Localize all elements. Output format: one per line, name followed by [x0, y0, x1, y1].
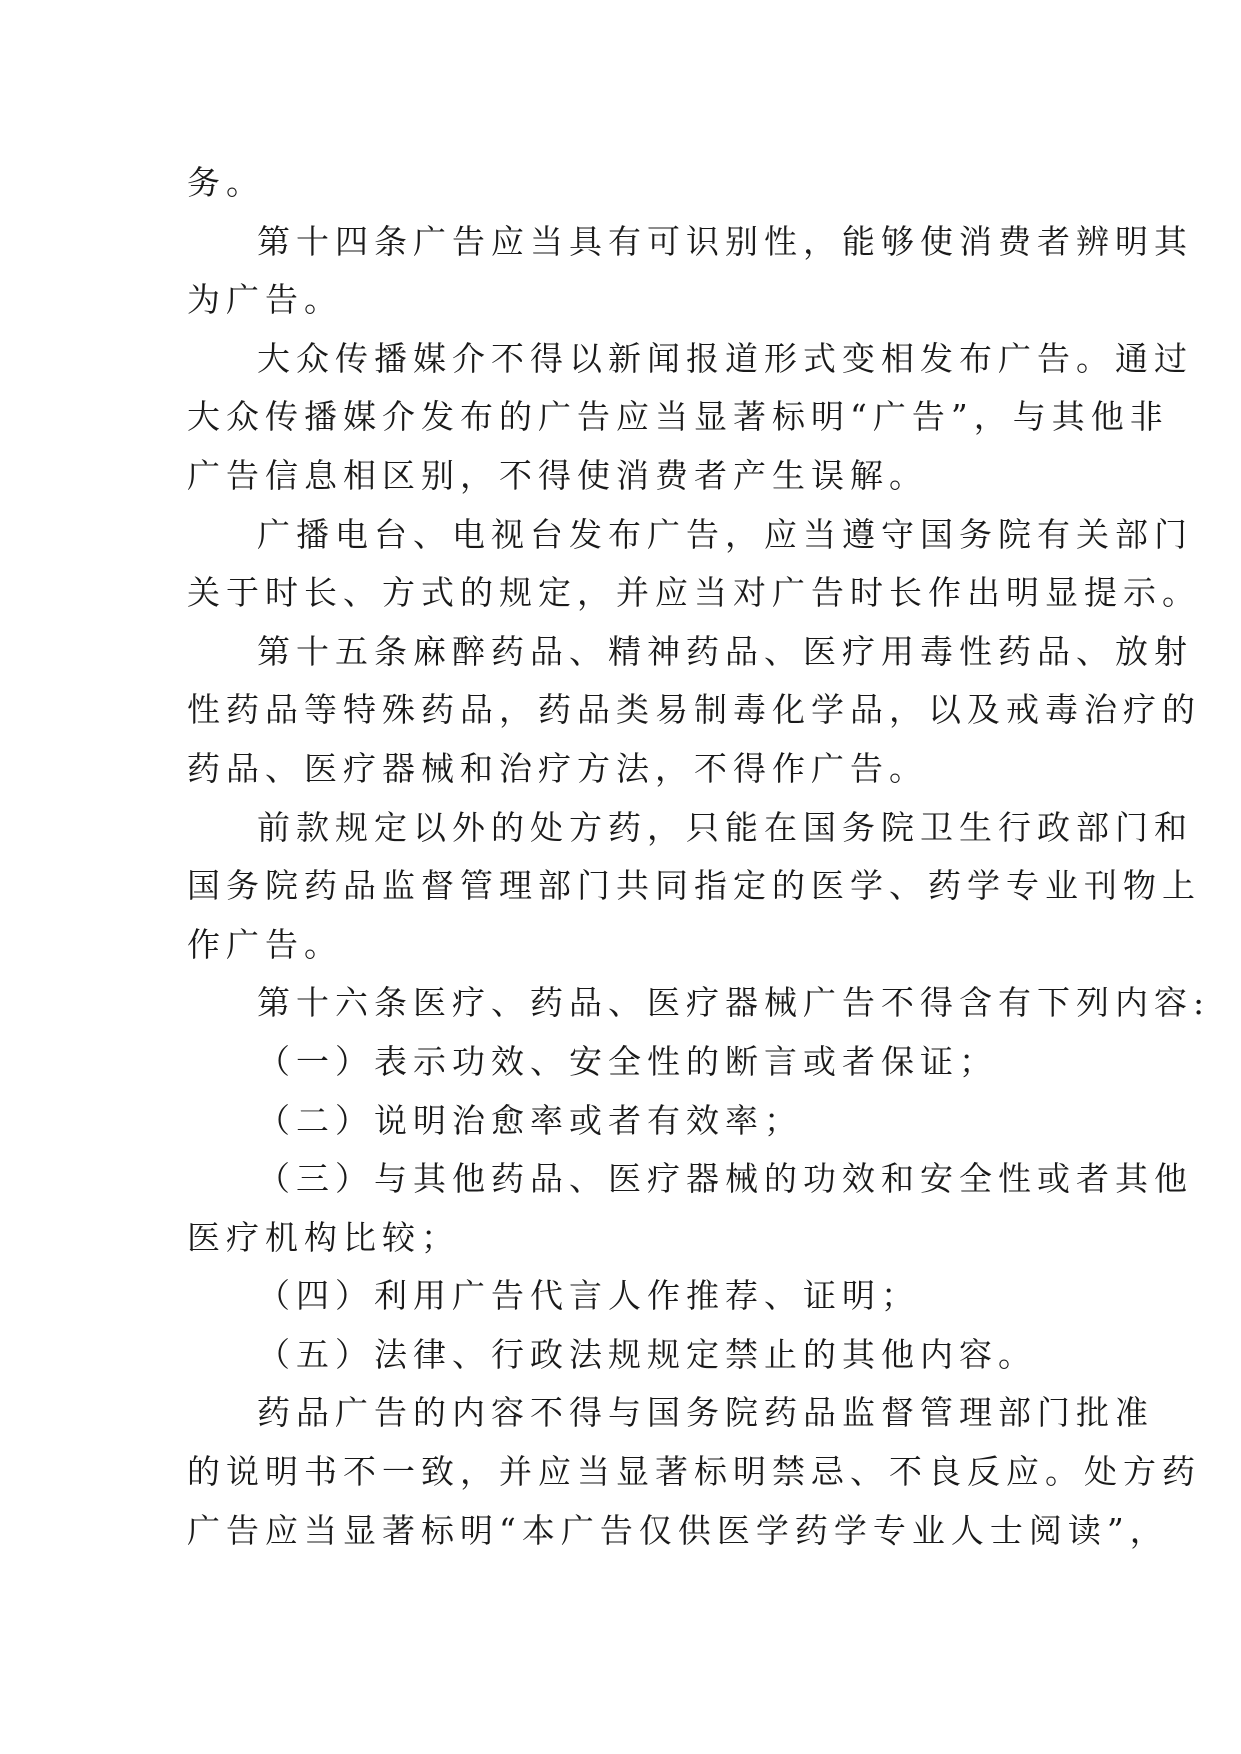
text-line: 务。: [187, 163, 265, 202]
text-line: （五）法律、行政法规规定禁止的其他内容。: [257, 1334, 1037, 1374]
text-line: 第十六条医疗、药品、医疗器械广告不得含有下列内容:: [257, 983, 1211, 1023]
text-line: 广播电台、电视台发布广告，应当遵守国务院有关部门: [257, 514, 1193, 554]
text-line: 性药品等特殊药品，药品类易制毒化学品，以及戒毒治疗的: [187, 690, 1201, 730]
text-line: （三）与其他药品、医疗器械的功效和安全性或者其他: [257, 1159, 1193, 1199]
text-line: 前款规定以外的处方药，只能在国务院卫生行政部门和: [257, 807, 1193, 847]
text-line: 药品广告的内容不得与国务院药品监督管理部门批准: [257, 1393, 1154, 1433]
text-line: 的说明书不一致，并应当显著标明禁忌、不良反应。处方药: [187, 1452, 1201, 1492]
text-line: 广告信息相区别，不得使消费者产生误解。: [187, 455, 928, 495]
text-line: 国务院药品监督管理部门共同指定的医学、药学专业刊物上: [187, 866, 1201, 906]
text-line: 第十四条广告应当具有可识别性，能够使消费者辨明其: [257, 221, 1193, 261]
document-body: [187, 154, 1211, 1560]
text-line: 作广告。: [187, 924, 343, 964]
text-line: （四）利用广告代言人作推荐、证明；: [257, 1276, 920, 1316]
text-line: （一）表示功效、安全性的断言或者保证；: [257, 1041, 998, 1081]
text-line: 广告应当显著标明“本广告仅供医学药学专业人士阅读”，: [187, 1510, 1169, 1550]
text-line: 为广告。: [187, 280, 343, 320]
text-line: 医疗机构比较；: [187, 1217, 460, 1257]
text-line: 药品、医疗器械和治疗方法，不得作广告。: [187, 748, 928, 788]
text-line: （二）说明治愈率或者有效率；: [257, 1100, 803, 1140]
text-line: 大众传播媒介不得以新闻报道形式变相发布广告。通过: [257, 338, 1193, 378]
text-line: 大众传播媒介发布的广告应当显著标明“广告”，与其他非: [187, 397, 1169, 437]
text-line: 关于时长、方式的规定，并应当对广告时长作出明显提示。: [187, 573, 1201, 613]
text-line: 第十五条麻醉药品、精神药品、医疗用毒性药品、放射: [257, 631, 1193, 671]
